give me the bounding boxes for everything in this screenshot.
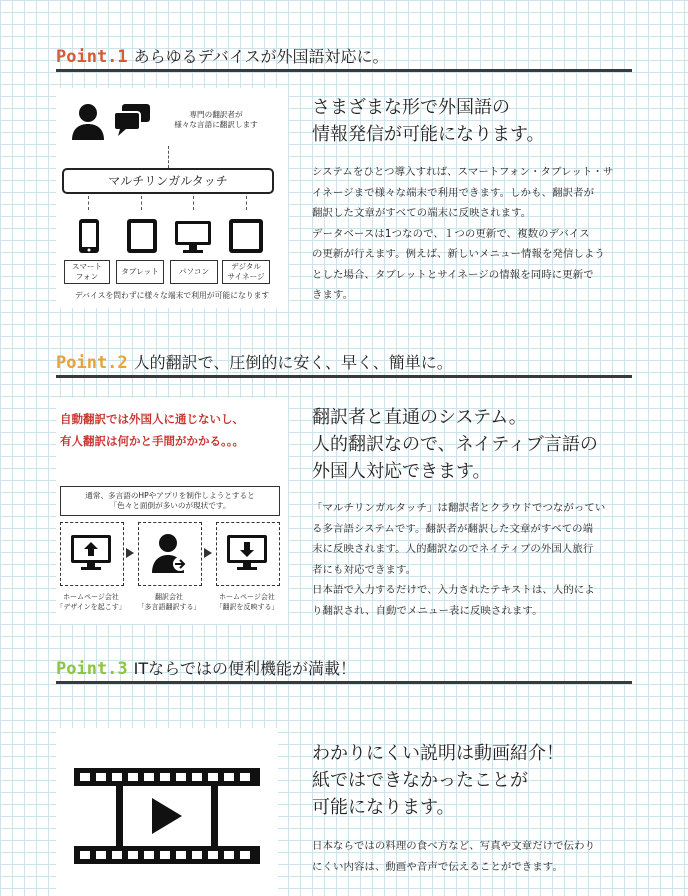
speech-bubbles-icon	[112, 102, 152, 136]
connector-line	[193, 196, 194, 210]
point3-video-panel	[56, 728, 278, 896]
device-label-pc: パソコン	[170, 260, 218, 284]
point1-header	[56, 44, 632, 72]
monitor-icon	[174, 220, 212, 254]
point3-number: Point.3	[56, 659, 128, 679]
note-box: 通常、多言語のHPやアプリを制作しようとすると 「色々と面倒が多いのが現状です。	[60, 486, 280, 516]
diagram-footer: デバイスを問わずに様々な端末で利用が可能になります	[74, 291, 270, 300]
point2-header	[56, 350, 632, 378]
point1-number: Point.1	[56, 47, 128, 67]
step-caption-translate: 翻訳会社 「多言語翻訳する」	[137, 593, 201, 611]
point2-body: 「マルチリンガルタッチ」は翻訳者とクラウドでつながってい る多言語システムです。翻訳者が翻訳した文章がすべての端 末に反映されます。人的翻訳なのでネイティブの外国人旅行 者にも対応できます。 日本語で入力するだけで、入力されたテキストは、人的によ り翻訳され、自動でメニュー表に反映されます。	[312, 502, 606, 617]
translator-caption: 専門の翻訳者が 様々な言語に翻訳します	[174, 110, 258, 129]
point3-body: 日本ならではの料理の食べ方など、写真や文章だけで伝わり にくい内容は、動画や音声で伝えることができます。	[312, 840, 596, 873]
point1-title: あらゆるデバイスが外国語対応に。	[133, 47, 389, 66]
point1-diagram	[56, 88, 288, 308]
step-caption-reflect: ホームページ会社 「翻訳を反映する」	[215, 593, 279, 611]
device-label-tablet: タブレット	[116, 260, 164, 284]
person-icon	[70, 102, 110, 142]
arrow-right-icon	[204, 548, 212, 558]
smartphone-icon	[78, 218, 100, 254]
multilingual-touch-box: マルチリンガルタッチ	[62, 168, 274, 194]
connector-line	[168, 146, 169, 168]
point3-divider	[56, 681, 632, 684]
point1-divider	[56, 69, 632, 72]
signage-icon	[228, 218, 264, 254]
device-label-smartphone: スマート フォン	[64, 260, 110, 284]
connector-line	[141, 196, 142, 210]
point2-lead: 翻訳者と直通のシステム。 人的翻訳なので、ネイティブ言語の 外国人対応できます。	[312, 407, 598, 482]
point3-lead: わかりにくい説明は動画紹介！ 紙ではできなかったことが 可能になります。	[312, 743, 564, 818]
point1-lead: さまざまな形で外国語の 情報発信が可能になります。	[312, 97, 545, 145]
point2-title: 人的翻訳で、圧倒的に安く、早く、簡単に。	[133, 353, 453, 372]
point1-body: システムをひとつ導入すれば、スマートフォン・タブレット・サ イネージまで様々な端末で利用できます。しかも、翻訳者が 翻訳した文章がすべての端末に反映されます。 データベースは1つなので、１つの更新で、複数のデバイス の更新が行えます。例えば、新しいメニュー情報を発信しよう とした場合、タブレットとサイネージの情報を同時に更新で きます。	[312, 166, 614, 301]
device-label-signage: デジタル サイネージ	[222, 260, 270, 284]
problem-statement: 自動翻訳では外国人に通じないし、 有人翻訳は何かと手間がかかる。。。	[60, 412, 244, 448]
monitor-download-icon	[226, 534, 268, 572]
point2-divider	[56, 375, 632, 378]
connector-line	[246, 196, 247, 210]
point3-title: ITならではの便利機能が満載！	[133, 659, 356, 678]
translator-person-icon	[150, 532, 190, 574]
monitor-upload-icon	[70, 534, 112, 572]
step-caption-design: ホームページ会社 「デザインを起こす」	[56, 593, 126, 611]
arrow-right-icon	[126, 548, 134, 558]
point2-diagram	[56, 398, 288, 624]
film-strip-play-icon	[74, 768, 260, 864]
point3-header	[56, 656, 632, 684]
point2-number: Point.2	[56, 353, 128, 373]
connector-line	[88, 196, 89, 210]
tablet-icon	[126, 218, 158, 254]
